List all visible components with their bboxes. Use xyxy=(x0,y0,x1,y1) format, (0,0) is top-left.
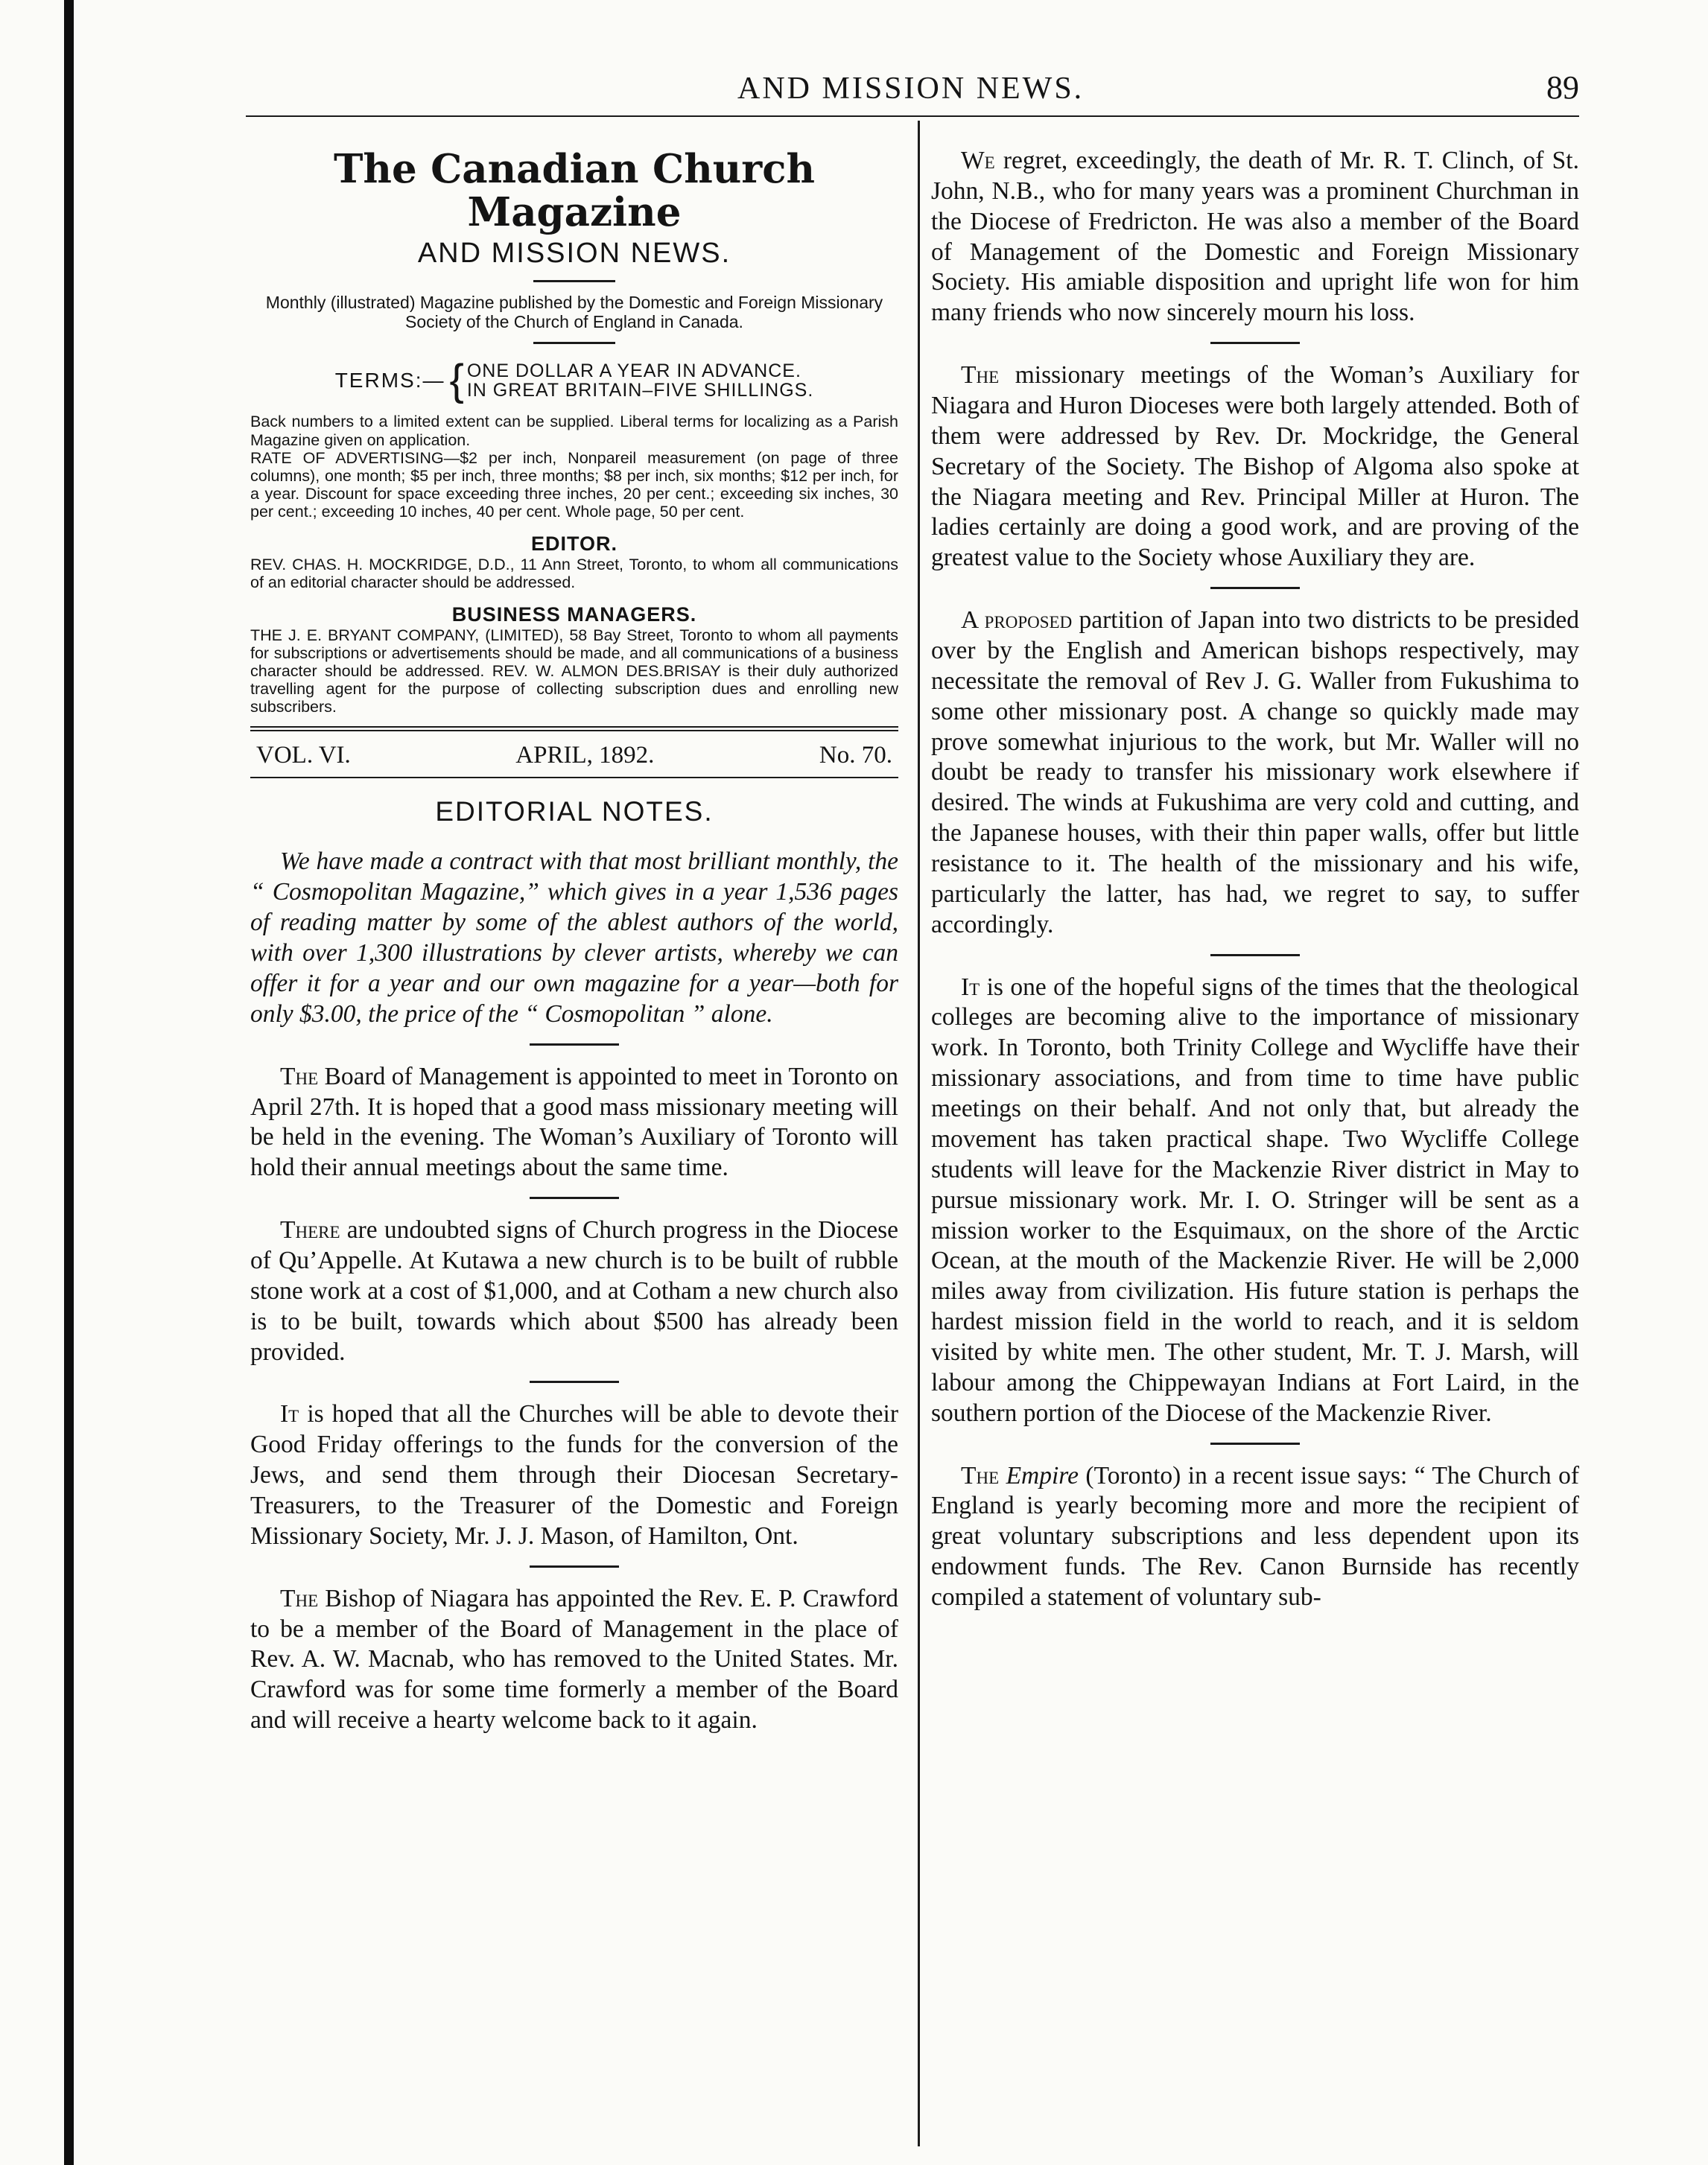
note-text: regret, exceedingly, the death of Mr. R. T. Clinch, of St. John, N.B., who for many years was a prominent Churchman in the Diocese of Fredricton. He was also a member of the Board of Management of the Domestic and Foreign Missionary Society. His amiable disposition and upright life won for him many friends who now sincerely mourn his loss. xyxy=(931,147,1579,327)
note-good-friday xyxy=(250,1399,898,1551)
lead-word: We xyxy=(961,147,995,174)
lead-word: The xyxy=(280,1062,319,1090)
lead-word: The xyxy=(961,1461,1000,1490)
lead-word: A proposed xyxy=(961,606,1073,635)
managers-heading: BUSINESS MANAGERS. xyxy=(451,603,697,626)
page-number: 89 xyxy=(1546,69,1579,106)
section-heading: EDITORIAL NOTES. xyxy=(435,796,714,827)
note-empire xyxy=(931,1461,1579,1613)
masthead-double-rule xyxy=(250,726,898,731)
lead-word: The xyxy=(961,361,1000,390)
masthead-subtitle: AND MISSION NEWS. xyxy=(417,237,731,269)
paragraph-rule xyxy=(530,1381,619,1383)
running-title: AND MISSION NEWS. xyxy=(737,71,1085,106)
note-quappelle xyxy=(250,1215,898,1367)
header-rule xyxy=(246,115,1579,117)
issue-volume: VOL. VI. xyxy=(256,742,351,769)
lead-word: It xyxy=(961,973,980,1001)
binding-edge xyxy=(64,0,74,2165)
note-text: partition of Japan into two districts to be presided over by the English and American bishops respectively, may necessitate the removal of Rev J. G. Waller from Fukushima to some other missionary post. A change so quickly made may prove somewhat injurious to the work, but Mr. Waller will no doubt be ready to transfer his missionary work elsewhere if desired. The winds at Fukushima are very cold and cutting, and the Japanese houses, with their thin paper walls, offer but little resistance to it. The health of the missionary and his wife, particularly the latter, has had, we regret to say, to suffer accordingly. xyxy=(931,606,1579,938)
paragraph-rule xyxy=(1210,342,1300,344)
note-text: (Toronto) in a recent issue says: “ The Church of England is yearly becoming more and more the recipient of great voluntary subscriptions and less dependent upon its endowment funds. The Rev. Canon Burnside has recently compiled a statement of voluntary sub- xyxy=(931,1461,1580,1611)
note-crawford xyxy=(250,1584,898,1736)
paragraph-rule xyxy=(1210,1443,1300,1445)
lead-word: There xyxy=(280,1216,340,1244)
terms-line-1: ONE DOLLAR A YEAR IN ADVANCE. xyxy=(466,360,801,382)
managers-text: THE J. E. BRYANT COMPANY, (LIMITED), 58 Bay Street, Toronto to whom all payments for subscriptions or advertisements should be made, and all communications of a business character should be addressed. REV. W. ALMON DES.BRISAY is their duly authorized travelling agent for the purpose of collecting subscription dues and enrolling new subscribers. xyxy=(250,626,898,716)
note-text: is hoped that all the Churches will be able to devote their Good Friday offerings to the funds for the conversion of the Jews, and send them through their Diocesan Secretary-Treasurers, to the Treasurer of the Domestic and Foreign Missionary Society, Mr. J. J. Mason, of Hamilton, Ont. xyxy=(250,1400,898,1550)
note-clinch xyxy=(931,146,1579,328)
paragraph-rule xyxy=(1210,587,1300,589)
terms-rule xyxy=(533,342,615,344)
note-text: Bishop of Niagara has appointed the Rev. E. P. Crawford to be a member of the Board of Management in the place of Rev. A. W. Macnab, who has removed to the United States. Mr. Crawford was for some time formerly a member of the Board and will receive a hearty welcome back to it again. xyxy=(250,1584,898,1735)
subscription-terms xyxy=(250,356,898,405)
issue-date: APRIL, 1892. xyxy=(515,742,655,769)
editor-text: REV. CHAS. H. MOCKRIDGE, D.D., 11 Ann Street, Toronto, to whom all communications of an editorial character should be addressed. xyxy=(250,555,898,592)
left-column xyxy=(250,134,898,1736)
issue-number: No. 70. xyxy=(819,742,892,769)
column-divider xyxy=(918,121,920,2146)
right-column xyxy=(931,134,1579,1613)
note-colleges xyxy=(931,973,1579,1429)
masthead-description: Monthly (illustrated) Magazine published by the Domestic and Foreign Missionary Society of the Church of England in Canada. xyxy=(265,292,883,332)
note-womans-auxiliary xyxy=(931,360,1579,573)
terms-lines xyxy=(467,361,813,401)
masthead-rule xyxy=(533,280,615,282)
issue-rule xyxy=(250,777,898,778)
note-text: are undoubted signs of Church progress in the Diocese of Qu’Appelle. At Kutawa a new church is to be built of rubble stone work at a cost of $1,000, and at Cotham a new church also is to be built, towards which about $500 has already been provided. xyxy=(250,1216,898,1366)
advertising-rates: RATE OF ADVERTISING—$2 per inch, Nonpareil measurement (on page of three columns), one month; $5 per inch, three months; $8 per inch, six months; $12 per inch, for a year. Discount for space exceeding three inches, 20 per cent.; exceeding six inches, 30 per cent.; exceeding 10 inches, 40 per cent. Whole page, 50 per cent. xyxy=(250,448,898,521)
note-japan xyxy=(931,605,1579,940)
editor-heading: EDITOR. xyxy=(530,532,618,555)
note-text: is one of the hopeful signs of the times that the theological colleges are becoming alive to the importance of missionary work. In Toronto, both Trinity College and Wycliffe have their missionary associations, and from time to time have public meetings on their behalf. And not only that, but already the movement has taken practical shape. Two Wycliffe College students will leave for the Mackenzie River district in May to pursue missionary work. Mr. I. O. Stringer will be sent as a mission worker to the Esquimaux, on the shore of the Arctic Ocean, at the mouth of the Mackenzie River. He will be 2,000 miles away from civilization. His future station is perhaps the hardest mission field in the world to reach, and it is seldom visited by white men. The other student, Mr. T. J. Marsh, will labour among the Chippewayan Indians at Fort Laird, in the southern portion of the Diocese of the Mackenzie River. xyxy=(931,973,1579,1427)
empire-title: Empire xyxy=(1006,1461,1079,1490)
terms-line-2: IN GREAT BRITAIN–FIVE SHILLINGS. xyxy=(466,380,814,401)
lead-word: The xyxy=(280,1584,319,1612)
terms-label: TERMS:— xyxy=(334,369,445,392)
back-numbers-note: Back numbers to a limited extent can be supplied. Liberal terms for localizing as a Parish Magazine given on application. xyxy=(250,413,898,449)
cosmopolitan-offer: We have made a contract with that most brilliant monthly, the “ Cosmopolitan Magazine,” which gives in a year 1,536 pages of reading matter by some of the ablest authors of the world, with over 1,300 illustrations by clever artists, whereby we can offer it for a year and our own magazine for a year—both for only $3.00, the price of the “ Cosmopolitan ” alone. xyxy=(250,848,898,1028)
masthead-title: The Canadian Church Magazine xyxy=(333,146,816,236)
brace-glyph: { xyxy=(449,356,464,405)
paragraph-rule xyxy=(530,1565,619,1568)
note-text: missionary meetings of the Woman’s Auxiliary for Niagara and Huron Dioceses were both largely attended. Both of them were addressed by Rev. Dr. Mockridge, the General Secretary of the Society. The Bishop of Algoma also spoke at the Niagara meeting and Rev. Principal Miller at Huron. The ladies certainly are doing a good work, and are proving of the greatest value to the Society whose Auxiliary they are. xyxy=(931,361,1579,572)
lead-word: It xyxy=(280,1400,299,1428)
paragraph-rule xyxy=(530,1043,619,1046)
issue-line xyxy=(256,742,892,769)
running-head xyxy=(521,69,1579,106)
paragraph-rule xyxy=(1210,954,1300,956)
paragraph-rule xyxy=(530,1197,619,1199)
note-board-meeting xyxy=(250,1062,898,1183)
note-text: Board of Management is appointed to meet in Toronto on April 27th. It is hoped that a good mass missionary meeting will be held in the evening. The Woman’s Auxiliary of Toronto will hold their annual meetings about the same time. xyxy=(250,1062,898,1182)
